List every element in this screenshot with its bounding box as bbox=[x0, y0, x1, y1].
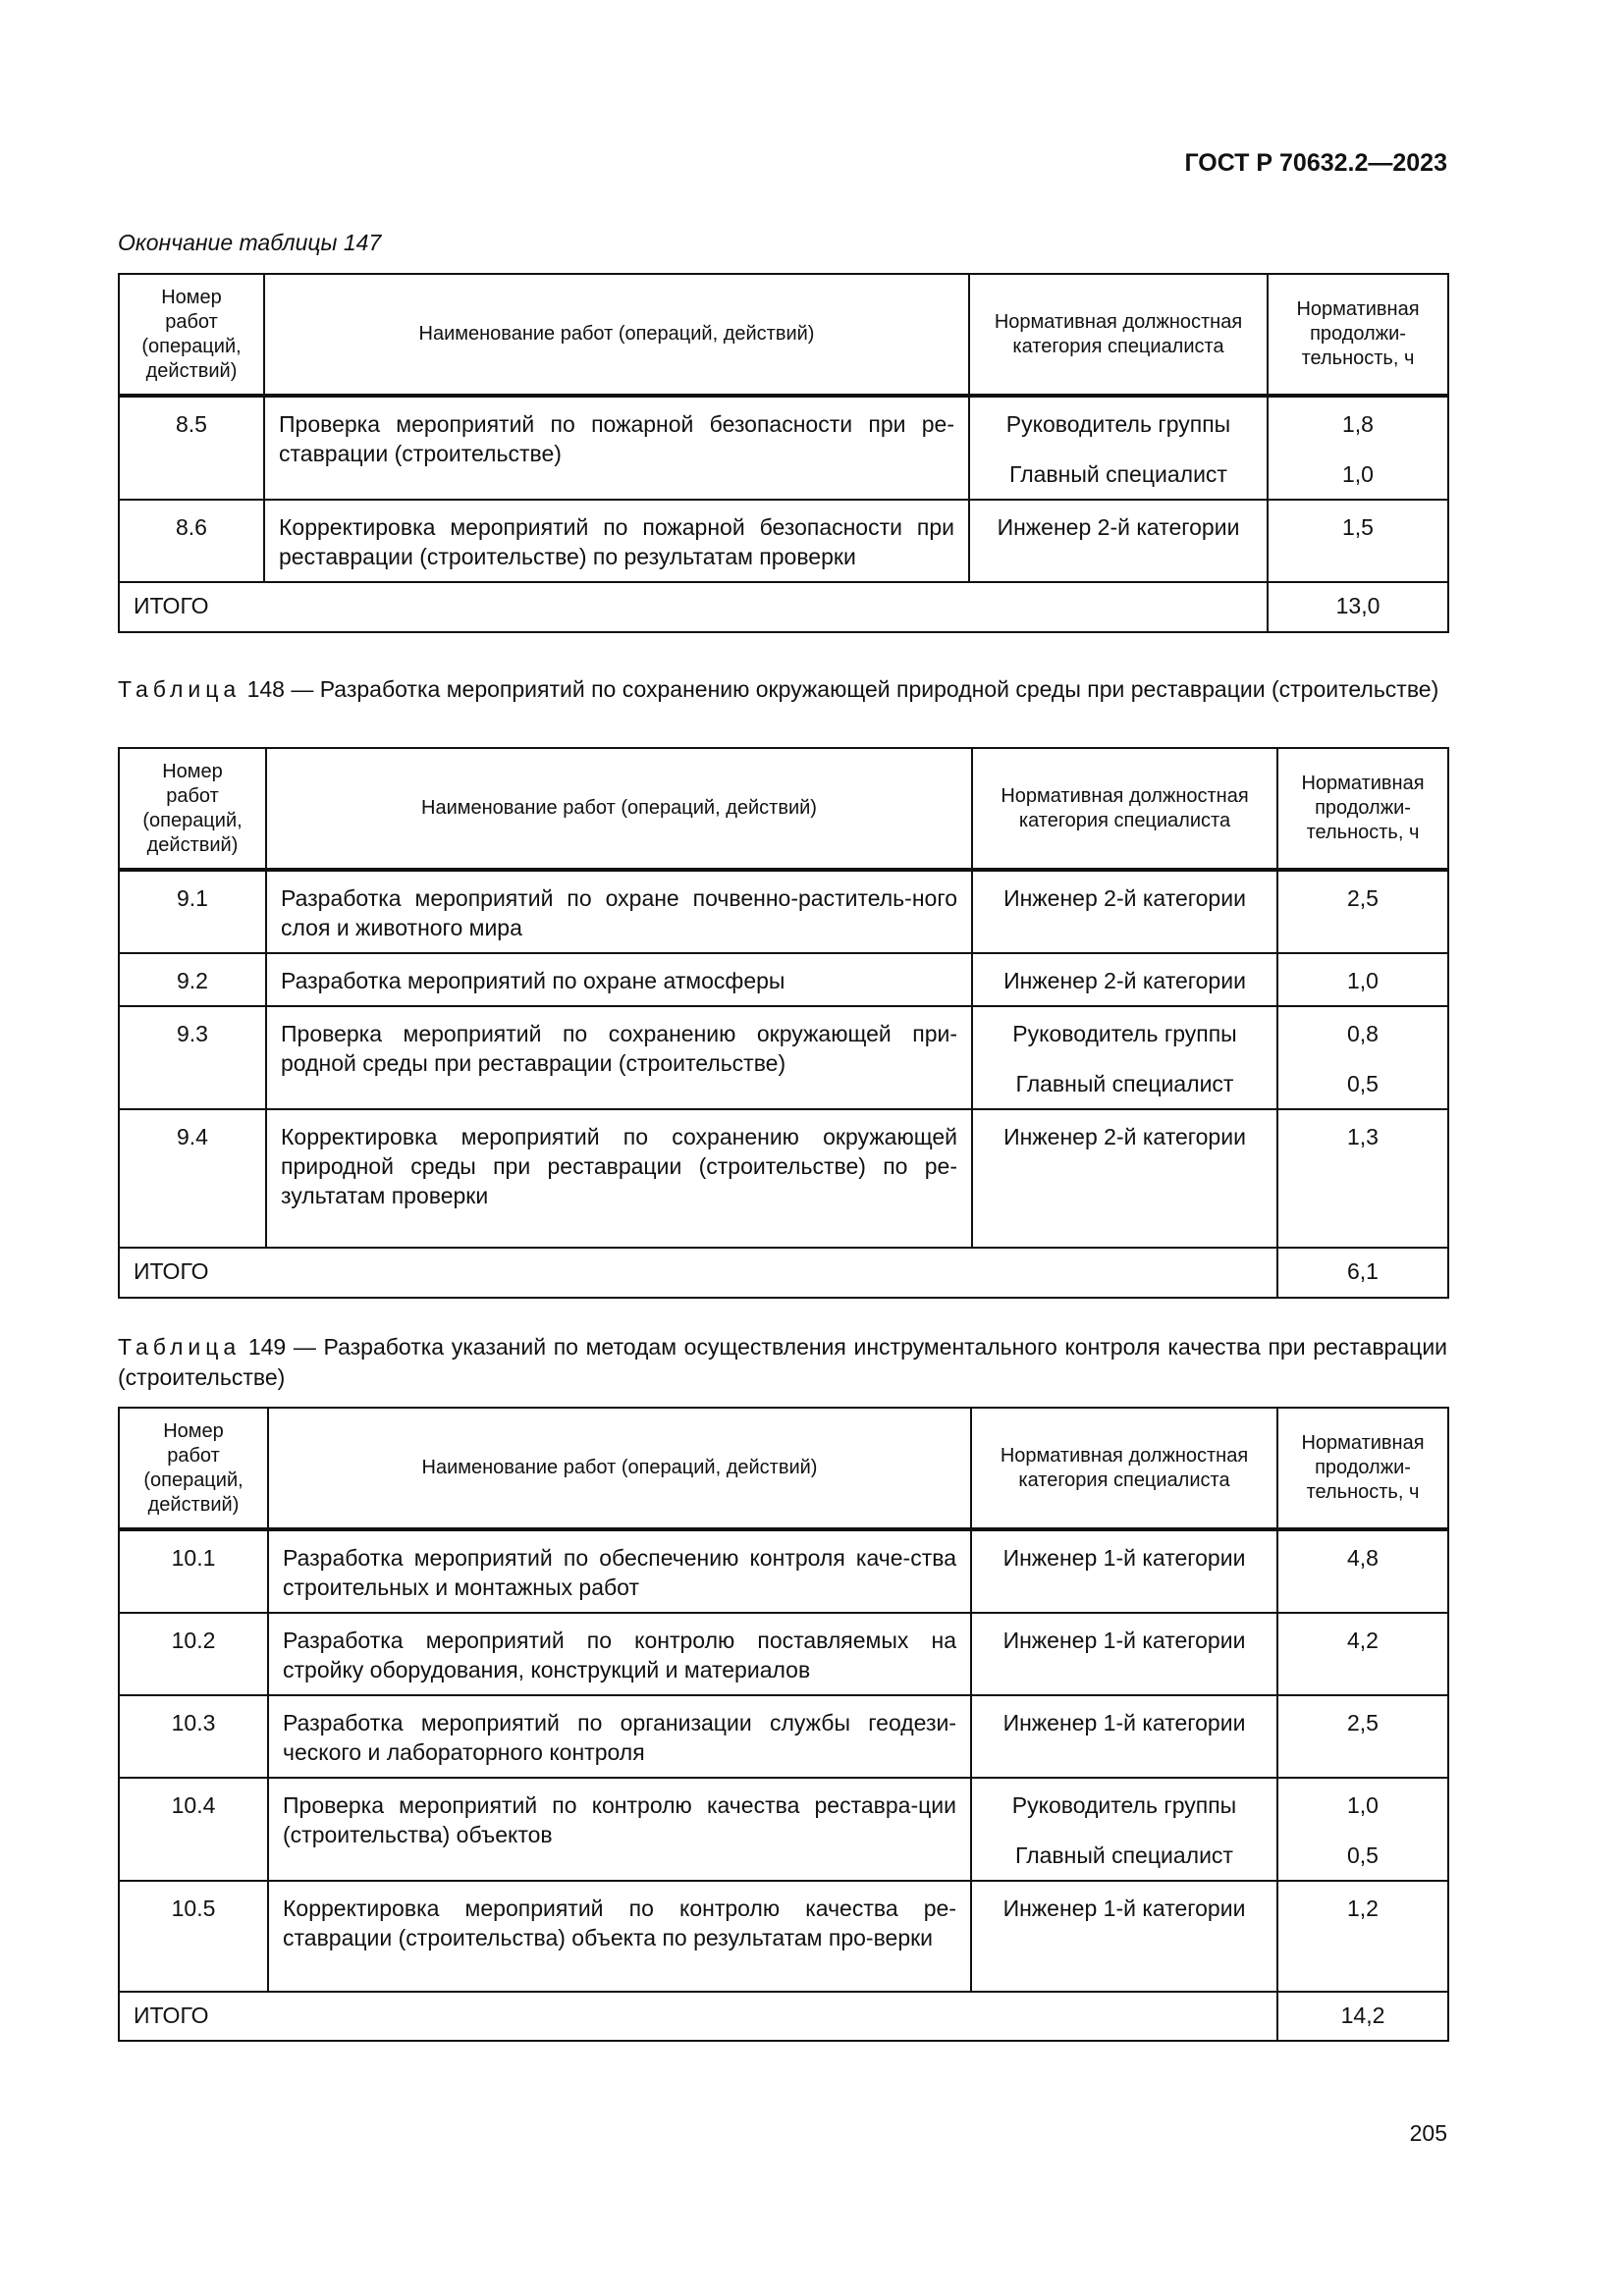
row-name: Корректировка мероприятий по сохранению окружающей природной среды при реставрации (строительстве) по ре-зультатам проверки bbox=[266, 1109, 972, 1248]
row-number: 10.2 bbox=[119, 1613, 268, 1695]
table-row bbox=[119, 1695, 1448, 1778]
row-name: Разработка мероприятий по организации службы геодези-ческого и лабораторного контроля bbox=[268, 1695, 971, 1778]
table-row bbox=[119, 1006, 1448, 1109]
row-category: Инженер 1-й категории bbox=[971, 1613, 1277, 1695]
row-category: Инженер 2-й категории bbox=[972, 870, 1277, 953]
header-duration: Нормативная продолжи-тельность, ч bbox=[1268, 274, 1448, 396]
table-header-row bbox=[119, 274, 1448, 396]
row-number: 9.4 bbox=[119, 1109, 266, 1248]
row-duration: 4,2 bbox=[1277, 1613, 1448, 1695]
table-row bbox=[119, 1778, 1448, 1881]
table-row bbox=[119, 1109, 1448, 1248]
row-duration: 0,8 0,5 bbox=[1277, 1006, 1448, 1109]
header-number: Номер работ (операций, действий) bbox=[119, 1408, 268, 1529]
row-number: 10.1 bbox=[119, 1529, 268, 1613]
page-number: 205 bbox=[1409, 2120, 1447, 2146]
total-value: 6,1 bbox=[1277, 1248, 1448, 1298]
header-name: Наименование работ (операций, действий) bbox=[268, 1408, 971, 1529]
total-row bbox=[119, 1248, 1448, 1298]
total-label: ИТОГО bbox=[119, 1248, 1277, 1298]
row-name: Корректировка мероприятий по пожарной безопасности при реставрации (строительстве) по результатам проверки bbox=[264, 500, 969, 582]
row-duration: 1,0 0,5 bbox=[1277, 1778, 1448, 1881]
header-duration: Нормативная продолжи-тельность, ч bbox=[1277, 1408, 1448, 1529]
table-row bbox=[119, 870, 1448, 953]
total-row bbox=[119, 582, 1448, 632]
table-row bbox=[119, 1881, 1448, 1992]
row-name: Проверка мероприятий по пожарной безопасности при ре-ставрации (строительстве) bbox=[264, 396, 969, 500]
row-number: 10.5 bbox=[119, 1881, 268, 1992]
total-value: 14,2 bbox=[1277, 1992, 1448, 2041]
row-category: Инженер 2-й категории bbox=[972, 1109, 1277, 1248]
table-149-caption: Таблица 149 — Разработка указаний по методам осуществления инструментального контроля качества при реставрации (строительстве) bbox=[118, 1334, 1448, 1390]
row-name: Разработка мероприятий по охране почвенно-раститель-ного слоя и животного мира bbox=[266, 870, 972, 953]
row-duration: 1,5 bbox=[1268, 500, 1448, 582]
table-147 bbox=[118, 273, 1449, 633]
header-number: Номер работ (операций, действий) bbox=[119, 748, 266, 870]
table-148 bbox=[118, 747, 1449, 1299]
row-duration: 2,5 bbox=[1277, 870, 1448, 953]
total-label: ИТОГО bbox=[119, 582, 1268, 632]
row-category: Инженер 2-й категории bbox=[969, 500, 1268, 582]
row-number: 9.2 bbox=[119, 953, 266, 1006]
row-duration: 1,2 bbox=[1277, 1881, 1448, 1992]
row-category: Инженер 1-й категории bbox=[971, 1881, 1277, 1992]
row-number: 10.3 bbox=[119, 1695, 268, 1778]
standard-designation: ГОСТ Р 70632.2—2023 bbox=[1184, 149, 1447, 177]
table-147-caption: Окончание таблицы 147 bbox=[118, 230, 382, 255]
header-category: Нормативная должностная категория специалиста bbox=[969, 274, 1268, 396]
row-category: Руководитель группы Главный специалист bbox=[972, 1006, 1277, 1109]
header-category: Нормативная должностная категория специалиста bbox=[972, 748, 1277, 870]
row-category: Инженер 2-й категории bbox=[972, 953, 1277, 1006]
row-duration: 1,0 bbox=[1277, 953, 1448, 1006]
row-number: 8.6 bbox=[119, 500, 264, 582]
total-row bbox=[119, 1992, 1448, 2041]
row-category: Инженер 1-й категории bbox=[971, 1529, 1277, 1613]
total-value: 13,0 bbox=[1268, 582, 1448, 632]
row-name: Проверка мероприятий по контролю качества реставра-ции (строительства) объектов bbox=[268, 1778, 971, 1881]
row-number: 9.1 bbox=[119, 870, 266, 953]
table-row bbox=[119, 953, 1448, 1006]
row-name: Проверка мероприятий по сохранению окружающей при-родной среды при реставрации (строительстве) bbox=[266, 1006, 972, 1109]
row-category: Инженер 1-й категории bbox=[971, 1695, 1277, 1778]
row-category: Руководитель группы Главный специалист bbox=[969, 396, 1268, 500]
header-category: Нормативная должностная категория специалиста bbox=[971, 1408, 1277, 1529]
row-duration: 1,3 bbox=[1277, 1109, 1448, 1248]
table-row bbox=[119, 1529, 1448, 1613]
row-number: 10.4 bbox=[119, 1778, 268, 1881]
row-duration: 1,8 1,0 bbox=[1268, 396, 1448, 500]
row-number: 9.3 bbox=[119, 1006, 266, 1109]
table-row bbox=[119, 500, 1448, 582]
row-name: Корректировка мероприятий по контролю качества ре-ставрации (строительства) объекта по результатам про-верки bbox=[268, 1881, 971, 1992]
table-row bbox=[119, 1613, 1448, 1695]
header-name: Наименование работ (операций, действий) bbox=[266, 748, 972, 870]
header-duration: Нормативная продолжи-тельность, ч bbox=[1277, 748, 1448, 870]
row-duration: 4,8 bbox=[1277, 1529, 1448, 1613]
total-label: ИТОГО bbox=[119, 1992, 1277, 2041]
row-name: Разработка мероприятий по контролю поставляемых на стройку оборудования, конструкций и материалов bbox=[268, 1613, 971, 1695]
row-number: 8.5 bbox=[119, 396, 264, 500]
header-name: Наименование работ (операций, действий) bbox=[264, 274, 969, 396]
header-number: Номер работ (операций, действий) bbox=[119, 274, 264, 396]
row-category: Руководитель группы Главный специалист bbox=[971, 1778, 1277, 1881]
row-name: Разработка мероприятий по охране атмосферы bbox=[266, 953, 972, 1006]
row-duration: 2,5 bbox=[1277, 1695, 1448, 1778]
table-header-row bbox=[119, 748, 1448, 870]
table-149 bbox=[118, 1407, 1449, 2042]
row-name: Разработка мероприятий по обеспечению контроля каче-ства строительных и монтажных работ bbox=[268, 1529, 971, 1613]
table-header-row bbox=[119, 1408, 1448, 1529]
table-148-caption: Таблица 148 — Разработка мероприятий по сохранению окружающей природной среды при реставрации (строительстве) bbox=[118, 676, 1439, 702]
table-row bbox=[119, 396, 1448, 500]
